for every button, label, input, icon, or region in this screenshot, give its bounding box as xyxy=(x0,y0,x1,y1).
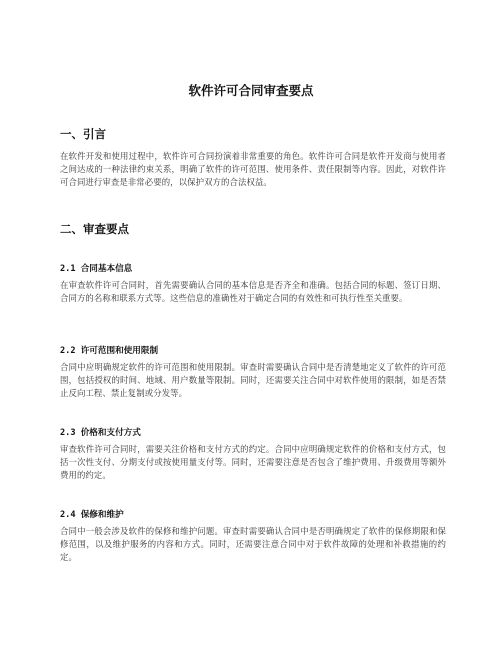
section-heading-review-points: 二、审查要点 xyxy=(60,222,129,236)
subsection-paragraph-license-scope: 合同中应明确规定软件的许可范围和使用限制。审查时需要确认合同中是否清楚地定义了软件的许可范围，包括授权的时间、地域、用户数量等限制。同时，还需要关注合同中对软件使用的限制，如是否禁止反向工程、禁止复制或分发等。 xyxy=(60,362,446,399)
subsection-heading-basic-info: 2.1 合同基本信息 xyxy=(60,264,133,274)
subsection-heading-price-payment: 2.3 价格和支付方式 xyxy=(60,428,141,438)
subsection-paragraph-basic-info: 在审查软件许可合同时，首先需要确认合同的基本信息是否齐全和准确。包括合同的标题、签订日期、合同方的名称和联系方式等。这些信息的准确性对于确定合同的有效性和可执行性至关重要。 xyxy=(60,280,446,304)
section-paragraph-introduction: 在软件开发和使用过程中，软件许可合同扮演着非常重要的角色。软件许可合同是软件开发商与使用者之间达成的一种法律约束关系，明确了软件的许可范围、使用条件、责任限制等内容。因此，对软件许可合同进行审查是非常必要的，以保护双方的合法权益。 xyxy=(60,151,446,188)
subsection-paragraph-warranty-maintenance: 合同中一般会涉及软件的保修和维护问题。审查时需要确认合同中是否明确规定了软件的保修期限和保修范围，以及维护服务的内容和方式。同时，还需要注意合同中对于软件故障的处理和补救措施的约定。 xyxy=(60,526,446,563)
subsection-heading-license-scope: 2.2 许可范围和使用限制 xyxy=(60,346,159,356)
subsection-paragraph-price-payment: 审查软件许可合同时，需要关注价格和支付方式的约定。合同中应明确规定软件的价格和支付方式，包括一次性支付、分期支付或按使用量支付等。同时，还需要注意是否包含了维护费用、升级费用等额外费用的约定。 xyxy=(60,444,446,481)
subsection-heading-warranty-maintenance: 2.4 保修和维护 xyxy=(60,510,124,520)
section-heading-introduction: 一、引言 xyxy=(60,127,106,141)
document-title: 软件许可合同审查要点 xyxy=(188,83,314,98)
